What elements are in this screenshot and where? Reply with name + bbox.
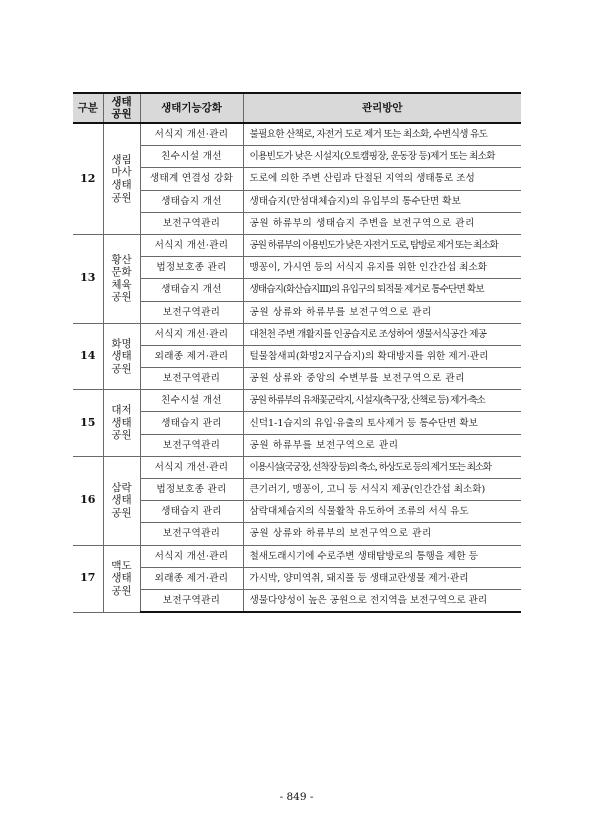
function-cell: 보전구역관리 [140, 523, 243, 545]
table-row [73, 390, 521, 412]
function-cell: 보전구역관리 [140, 212, 243, 234]
plan-cell: 공원 상류와 중앙의 수변부를 보전구역으로 관리 [243, 368, 521, 390]
park-name: 화명 생태 공원 [103, 323, 140, 390]
plan-cell: 이용시설(국궁장, 선착장 등)의 축소, 하상도로 등의 제거 또는 최소화 [243, 456, 521, 478]
function-cell: 보전구역관리 [140, 589, 243, 612]
header-plan: 관리방안 [243, 93, 521, 123]
header-park: 생태 공원 [103, 93, 140, 123]
table-row [73, 123, 521, 146]
plan-cell: 공원 하류부의 유채꽃군락지, 시설지(축구장, 산책로 등) 제거·축소 [243, 390, 521, 412]
management-plan-table [73, 92, 521, 613]
plan-cell: 삼락대체습지의 식물활착 유도하여 조류의 서식 유도 [243, 501, 521, 523]
plan-cell: 대천천 주변 개활지를 인공습지로 조성하여 생물서식공간 제공 [243, 323, 521, 345]
park-name: 대저 생태 공원 [103, 390, 140, 457]
table-row [73, 589, 521, 612]
table-header-row [73, 93, 521, 123]
group-number: 12 [73, 123, 103, 234]
table-row [73, 368, 521, 390]
plan-cell: 생태습지(화산습지III)의 유입구의 퇴적물 제거로 통수단면 확보 [243, 279, 521, 301]
table-row [73, 212, 521, 234]
table-row [73, 301, 521, 323]
function-cell: 서식지 개선·관리 [140, 456, 243, 478]
plan-cell: 도로에 의한 주변 산림과 단절된 지역의 생태통로 조성 [243, 168, 521, 190]
table-row [73, 190, 521, 212]
function-cell: 서식지 개선·관리 [140, 234, 243, 256]
plan-cell: 공원 하류부의 이용빈도가 낮은 자전거 도로, 탐방로 제거 또는 최소화 [243, 234, 521, 256]
plan-cell: 불필요한 산책로, 자전거 도로 제거 또는 최소화, 수변식생 유도 [243, 123, 521, 146]
function-cell: 생태습지 관리 [140, 501, 243, 523]
plan-cell: 이용빈도가 낮은 시설지(오토캠핑장, 운동장 등)제거 또는 최소화 [243, 146, 521, 168]
function-cell: 서식지 개선·관리 [140, 545, 243, 567]
table-row [73, 545, 521, 567]
table-row [73, 234, 521, 256]
group-number: 16 [73, 456, 103, 545]
plan-cell: 공원 하류부의 생태습지 주변을 보전구역으로 관리 [243, 212, 521, 234]
table-row [73, 412, 521, 434]
function-cell: 외래종 제거·관리 [140, 345, 243, 367]
function-cell: 생태습지 관리 [140, 412, 243, 434]
function-cell: 보전구역관리 [140, 434, 243, 456]
table-row [73, 456, 521, 478]
table-row [73, 501, 521, 523]
function-cell: 친수시설 개선 [140, 390, 243, 412]
plan-cell: 생태습지(만섬대체습지)의 유입부의 통수단면 확보 [243, 190, 521, 212]
plan-cell: 공원 상류와 하류부를 보전구역으로 관리 [243, 301, 521, 323]
function-cell: 생태계 연결성 강화 [140, 168, 243, 190]
plan-cell: 털물참새피(화명2지구습지)의 확대방지를 위한 제거·관리 [243, 345, 521, 367]
page-number: - 849 - [279, 791, 314, 803]
function-cell: 서식지 개선·관리 [140, 123, 243, 146]
function-cell: 서식지 개선·관리 [140, 323, 243, 345]
park-name: 삼락 생태 공원 [103, 456, 140, 545]
function-cell: 외래종 제거·관리 [140, 567, 243, 589]
group-number: 15 [73, 390, 103, 457]
table-row [73, 279, 521, 301]
park-name: 맥도 생태 공원 [103, 545, 140, 612]
function-cell: 보전구역관리 [140, 368, 243, 390]
plan-cell: 큰기러기, 맹꽁이, 고니 등 서식지 제공(인간간섭 최소화) [243, 479, 521, 501]
table-row [73, 323, 521, 345]
table-row [73, 168, 521, 190]
header-function: 생태기능강화 [140, 93, 243, 123]
table-row [73, 479, 521, 501]
table-row [73, 257, 521, 279]
function-cell: 보전구역관리 [140, 301, 243, 323]
function-cell: 생태습지 개선 [140, 190, 243, 212]
function-cell: 친수시설 개선 [140, 146, 243, 168]
function-cell: 법정보호종 관리 [140, 257, 243, 279]
table-row [73, 146, 521, 168]
plan-cell: 생물다양성이 높은 공원으로 전지역을 보전구역으로 관리 [243, 589, 521, 612]
table-row [73, 567, 521, 589]
table-row [73, 345, 521, 367]
park-name: 생림 마사 생태 공원 [103, 123, 140, 234]
plan-cell: 신덕1-1습지의 유입·유출의 토사제거 등 통수단면 확보 [243, 412, 521, 434]
plan-cell: 공원 하류부를 보전구역으로 관리 [243, 434, 521, 456]
table-row [73, 523, 521, 545]
function-cell: 법정보호종 관리 [140, 479, 243, 501]
plan-cell: 공원 상류와 하류부의 보전구역으로 관리 [243, 523, 521, 545]
plan-cell: 철새도래시기에 수로주변 생태탐방로의 통행을 제한 등 [243, 545, 521, 567]
group-number: 17 [73, 545, 103, 612]
plan-cell: 맹꽁이, 가시연 등의 서식지 유지를 위한 인간간섭 최소화 [243, 257, 521, 279]
group-number: 14 [73, 323, 103, 390]
park-name: 황산 문화 체육 공원 [103, 234, 140, 323]
header-number: 구분 [73, 93, 103, 123]
table-row [73, 434, 521, 456]
plan-cell: 가시박, 양미역취, 돼지풀 등 생태교란생물 제거·관리 [243, 567, 521, 589]
function-cell: 생태습지 개선 [140, 279, 243, 301]
group-number: 13 [73, 234, 103, 323]
